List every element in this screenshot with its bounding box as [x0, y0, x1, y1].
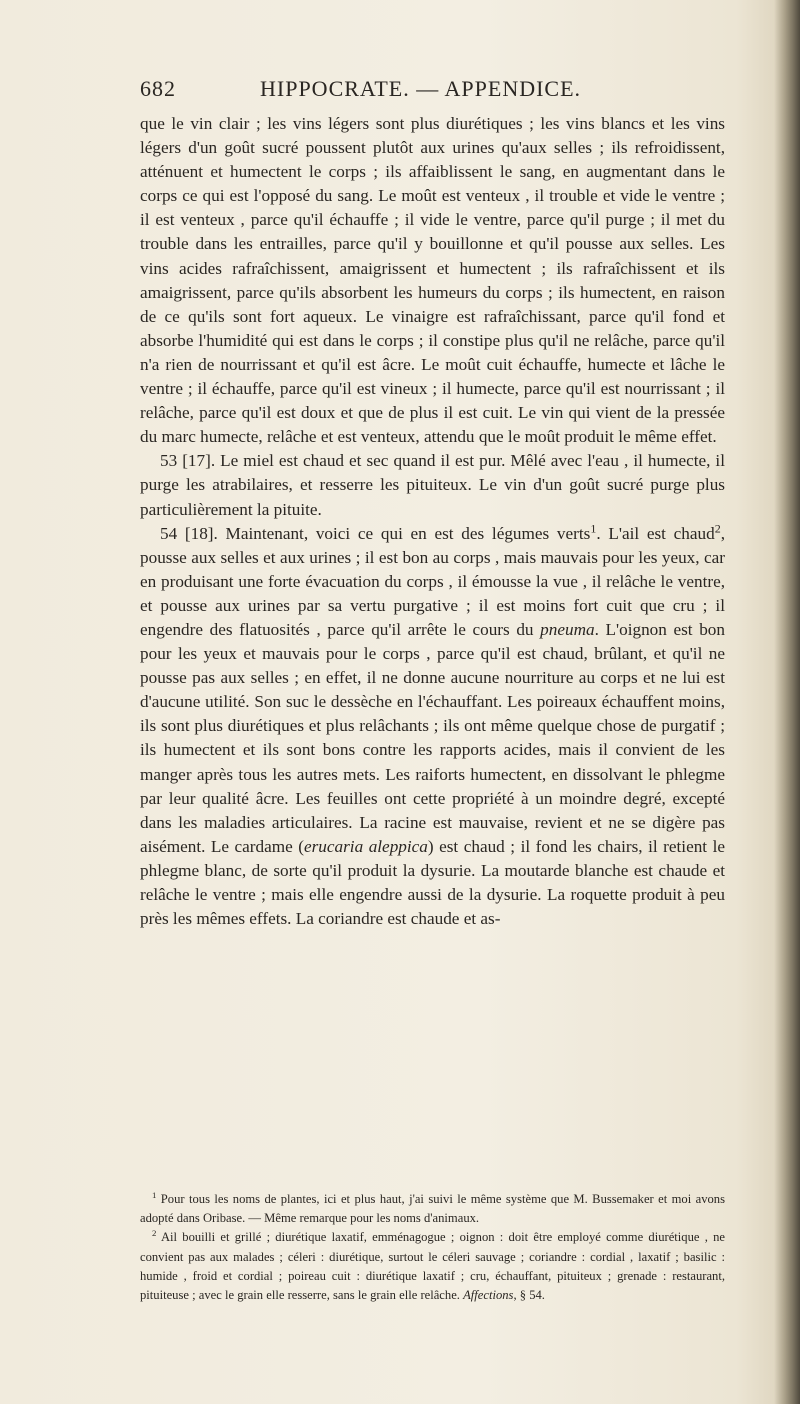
footnote-1 — [140, 1190, 725, 1228]
text-segment: . L'ail est chaud — [596, 523, 715, 543]
footnote-ref-2[interactable]: 2 — [714, 520, 721, 535]
footnote-text: Ail bouilli et grillé ; diurétique laxatif, emménagogue ; oignon : doit être employé comme diurétique , ne convient pas aux malades ; céleri : diurétique, surtout le céleri sauvage ; coriandre : cordial , laxatif ; basilic : humide , froid et cordial ; poireau cuit : diurétique laxatif ; cru, échauffant, pituiteux ; grenade : restaurant, pituiteuse ; avec le grain elle resserre, sans le grain elle relâche. — [140, 1230, 725, 1303]
text-segment: . L'oignon est bon pour les yeux et mauvais pour le corps , parce qu'il est chaud, brûlant, et qu'il ne pousse pas aux selles ; en effet, il ne donne aucune nourriture au corps et ne lui est d'aucune utilité. Son suc le dessèche en l'échauffant. Les poireaux échauffent moins, ils sont plus diurétiques et plus relâchants ; ils ont même quelque chose de purgatif ; ils humectent et ils sont bons contre les rapports acides, mais il convient de les manger après tous les autres mets. Les raiforts humectent, en dissolvant le phlegme par leur qualité âcre. Les feuilles ont cette propriété à un moindre degré, excepté dans les maladies articulaires. La racine est mauvaise, revient et ne se digère pas aisément. Le cardame ( — [140, 619, 725, 856]
main-text — [140, 112, 725, 931]
footnote-reference-title: Affections — [463, 1288, 514, 1303]
paragraph-honey: 53 [17]. Le miel est chaud et sec quand il est pur. Mêlé avec l'eau , il humecte, il purge les atrabilaires, et resserre les pituiteux. Le vin d'un goût sucré purge plus particulièrement la pituite. — [140, 451, 725, 519]
text-segment: ) est chaud ; il fond les chairs, il retient le phlegme blanc, de sorte qu'il produit la dysurie. La moutarde blanche est chaude et relâche le ventre ; mais elle engendre aussi de la dysurie. La roquette produit à peu près les mêmes effets. La coriandre est chaude et as- — [140, 836, 725, 929]
paragraph-vegetables — [140, 522, 725, 932]
footnotes — [140, 1190, 725, 1305]
text-segment: , pousse aux selles et aux urines ; il est bon au corps , mais mauvais pour les yeux, car en produisant une forte évacuation du corps , il émousse la vue , il relâche le ventre, et pousse aux urines par sa vertu purgative ; il est moins fort cuit que cru ; il engendre des flatuosités , parce qu'il arrête le cours du — [140, 523, 725, 639]
footnote-text: Pour tous les noms de plantes, ici et plus haut, j'ai suivi le même système que M. Bussemaker et moi avons adopté dans Oribase. — Même remarque pour les noms d'animaux. — [140, 1192, 725, 1226]
footnote-mark-2: 2 — [152, 1228, 157, 1239]
page-edge-shadow — [774, 0, 800, 1404]
page-number: 682 — [140, 76, 176, 101]
footnote-2 — [140, 1228, 725, 1305]
text-segment: 54 [18]. Maintenant, voici ce qui en est des légumes verts — [160, 523, 591, 543]
footnote-text: , § 54. — [513, 1288, 545, 1303]
running-title: HIPPOCRATE. — APPENDICE. — [260, 76, 582, 101]
paragraph-wines: que le vin clair ; les vins légers sont plus diurétiques ; les vins blancs et les vins légers d'un goût sucré poussent plutôt aux urines qu'aux selles ; ils refroidissent, atténuent et humectent le corps ; ils affaiblissent le sang, en augmentant dans le corps ce qui est l'opposé du sang. Le moût est venteux , il trouble et vide le ventre ; il est venteux , parce qu'il échauffe ; il vide le ventre, parce qu'il purge ; il met du trouble dans les entrailles, parce qu'il y bouillonne et qu'il pousse aux selles. Les vins acides rafraîchissent, amaigrissent et humectent ; ils rafraîchissent et ils amaigrissent, parce qu'ils absorbent les humeurs du corps ; ils humectent, en raison de ce qu'ils sont fort aqueux. Le vinaigre est rafraîchissant, parce qu'il fond et absorbe l'humidité qui est dans le corps ; il constipe plus qu'il ne relâche, parce qu'il n'a rien de nourrissant et qu'il est âcre. Le moût cuit échauffe, humecte et lâche le ventre ; il échauffe, parce qu'il est vineux ; il humecte, parce qu'il est nourrissant ; il relâche, parce qu'il est doux et que de plus il est cuit. Le vin qui vient de la pressée du marc humecte, relâche et est venteux, attendu que le moût produit le même effet. — [140, 114, 725, 447]
italic-term: pneuma — [540, 619, 595, 639]
footnote-ref-1[interactable]: 1 — [590, 520, 597, 535]
page-header — [140, 76, 725, 106]
footnote-mark-1: 1 — [152, 1189, 157, 1200]
latin-name: erucaria aleppica — [303, 836, 428, 856]
